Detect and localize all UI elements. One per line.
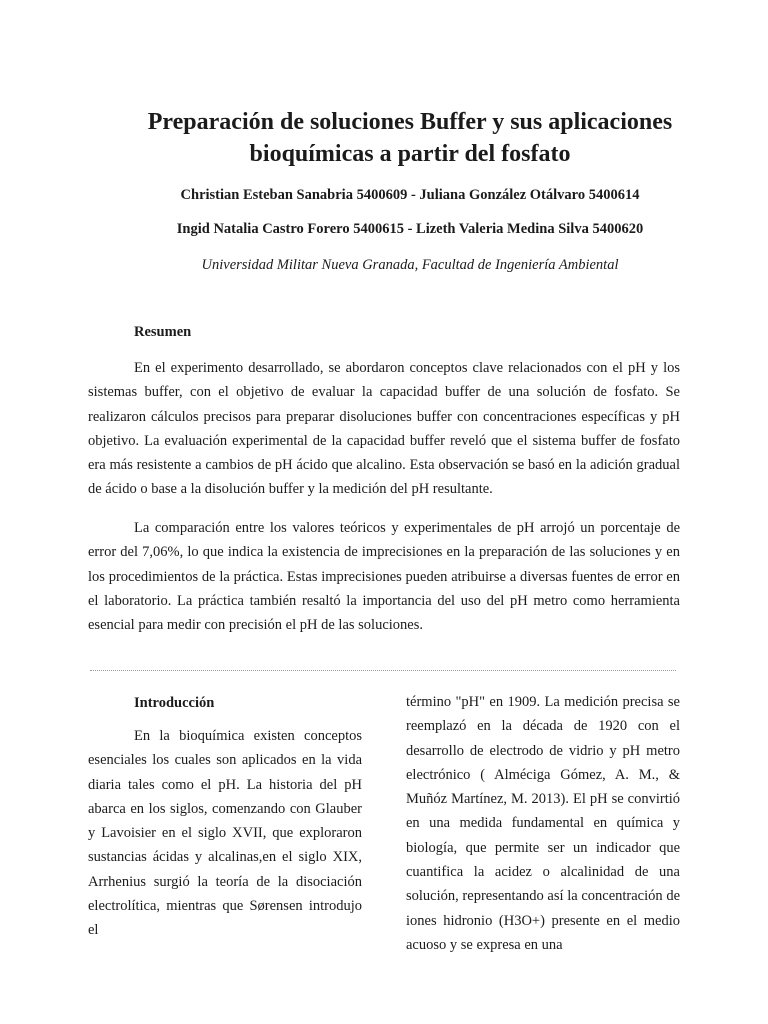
authors-line-2: Ingid Natalia Castro Forero 5400615 - Lizeth Valeria Medina Silva 5400620 xyxy=(176,221,644,237)
section-divider xyxy=(90,670,676,671)
abstract-paragraph-1: En el experimento desarrollado, se abordaron conceptos clave relacionados con el pH y los sistemas buffer, con el objetivo de evaluar la capacidad buffer de una solución de fosfato. Se realizaron cálculos precisos para preparar disoluciones buffer con concentraciones específicas y pH objetivo. La evaluación experimental de la capacidad buffer reveló que el sistema buffer de fosfato era más resistente a cambios de pH ácido que alcalino. Esta observación se basó en la adición gradual de ácido o base a la disolución buffer y la medición del pH resultante. xyxy=(88,360,680,498)
authors-line-1: Christian Esteban Sanabria 5400609 - Juliana González Otálvaro 5400614 xyxy=(180,187,640,203)
affiliation: Universidad Militar Nueva Granada, Facultad de Ingeniería Ambiental xyxy=(201,257,619,273)
abstract-heading: Resumen xyxy=(134,324,192,340)
introduction-right-column: término "pH" en 1909. La medición precisa se reemplazó en la década de 1920 con el desarrollo de electrodo de vidrio y pH metro electrónico ( Almécigа Gómez, A. M., & Muñóz Martínez, M. 2013). El pH se convirtió en una medida fundamental en química y biología, que permite ser un indicador que cuantifica la acidez o alcalinidad de una solución, representando así la concentración de iones hidronio (H3O+) presente en el medio acuoso y se expresa en una xyxy=(406,694,680,953)
paper-title-line-1: Preparación de soluciones Buffer y sus aplicaciones xyxy=(147,109,673,135)
paper-title-line-2: bioquímicas a partir del fosfato xyxy=(249,141,571,167)
paper-title xyxy=(80,106,740,170)
introduction-left-column: En la bioquímica existen conceptos esenciales los cuales son aplicados en la vida diaria tales como el pH. La historia del pH abarca en los siglos, comenzando con Glauber y Lavoisier en el siglo XVII, que exploraron sustancias ácidas y alcalinas,en el siglo XIX, Arrhenius surgió la teoría de la disociación electrolítica, mientras que Sørensen introdujo el xyxy=(88,728,362,939)
introduction-heading: Introducción xyxy=(134,695,215,711)
abstract-paragraph-2: La comparación entre los valores teóricos y experimentales de pH arrojó un porcentaje de error del 7,06%, lo que indica la existencia de imprecisiones en la preparación de las soluciones y en los procedimientos de la práctica. Estas imprecisiones pueden atribuirse a diversas fuentes de error en el laboratorio. La práctica también resaltó la importancia del uso del pH metro como herramienta esencial para medir con precisión el pH de las soluciones. xyxy=(88,520,680,634)
